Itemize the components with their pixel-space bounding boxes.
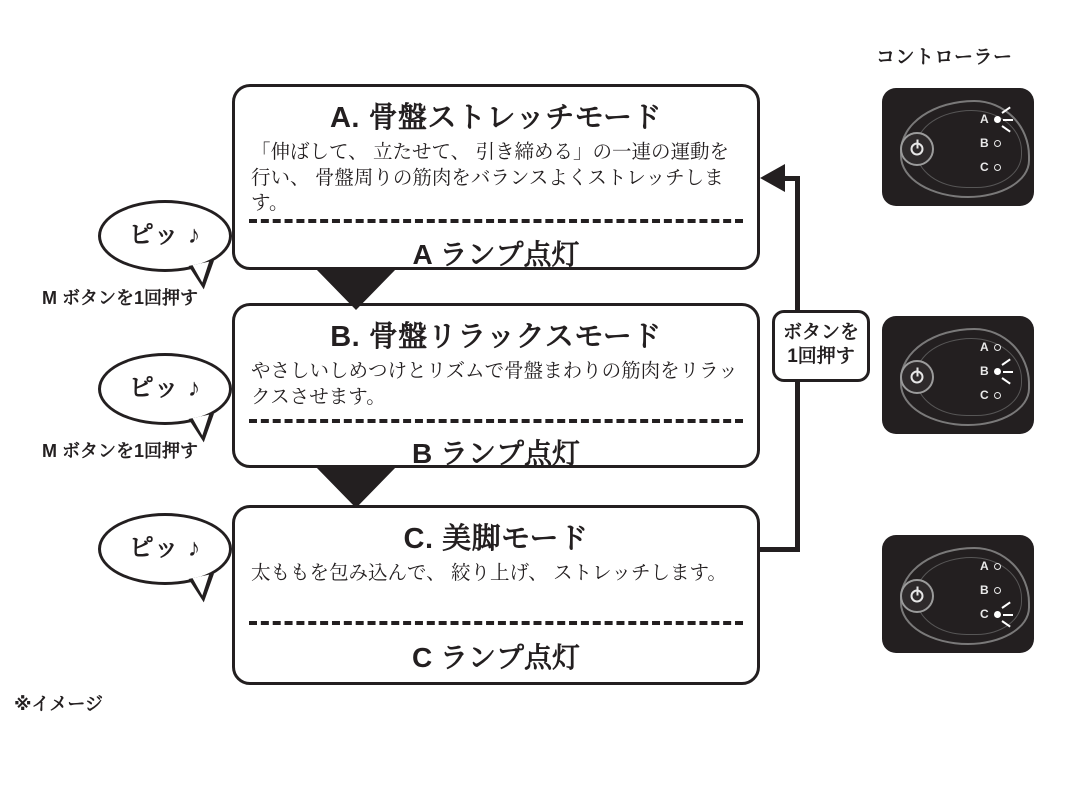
mode-c-divider: [249, 621, 743, 625]
beep-balloon-c-text: ピッ ♪: [128, 534, 202, 562]
beep-balloon-a-text: ピッ ♪: [128, 221, 202, 249]
beep-balloon-b-tail-icon: [189, 414, 220, 445]
controller-b-lamp-label-a: A: [980, 340, 990, 354]
beep-balloon-c: [98, 513, 232, 585]
controller-a-lamp-ray-2: [1003, 119, 1013, 121]
mode-a-divider: [249, 219, 743, 223]
mode-c-description: 太ももを包み込んで、 絞り上げ、 ストレッチします。: [251, 562, 727, 584]
controller-device-b: [882, 316, 1034, 434]
press-instruction-a: M ボタンを1回押す: [42, 288, 199, 308]
controller-b-lamp-dot-a: [994, 344, 1001, 351]
mode-a-lamp-label: A ランプ点灯: [412, 239, 580, 270]
power-icon: [911, 371, 924, 384]
controller-c-lamp-dot-c: [994, 611, 1001, 618]
controller-b-lamp-label-c: C: [980, 388, 990, 402]
controller-c-lamp-label-c: C: [980, 607, 990, 621]
beep-balloon-b: [98, 353, 232, 425]
controller-a-lamp-dot-a: [994, 116, 1001, 123]
controller-c-lamp-label-b: B: [980, 583, 990, 597]
image-footnote: ※イメージ: [14, 694, 103, 714]
flow-arrow-b-to-c-icon: [315, 466, 397, 508]
controller-a-lamp-label-c: C: [980, 160, 990, 174]
loop-connector-bottom: [758, 547, 800, 552]
beep-balloon-a: [98, 200, 232, 272]
controller-a-power-button[interactable]: [900, 132, 934, 166]
loop-button-note-line1: ボタンを: [782, 322, 859, 343]
controller-c-power-button[interactable]: [900, 579, 934, 613]
mode-a-title: A. 骨盤ストレッチモード: [329, 102, 663, 134]
power-icon: [911, 590, 924, 603]
flow-arrow-a-to-b-icon: [315, 268, 397, 310]
mode-a-description: 「伸ばして、 立たせて、 引き締める」の一連の運動を行い、 骨盤周りの筋肉をバランスよくストレッチします。: [251, 141, 730, 215]
controller-a-lamp-dot-c: [994, 164, 1001, 171]
mode-card-c: [232, 505, 760, 685]
loop-arrowhead-icon: [760, 164, 785, 192]
power-icon: [911, 143, 924, 156]
controller-b-power-button[interactable]: [900, 360, 934, 394]
controller-section-title: コントローラー: [876, 47, 1013, 68]
beep-balloon-c-tail-icon: [189, 574, 220, 605]
loop-button-note-line2: 1回押す: [787, 345, 855, 367]
mode-b-divider: [249, 419, 743, 423]
controller-c-lamp-label-a: A: [980, 559, 990, 573]
controller-c-lamp-ray-2: [1003, 614, 1013, 616]
controller-c-lamp-dot-b: [994, 587, 1001, 594]
controller-device-c: [882, 535, 1034, 653]
mode-c-title: C. 美脚モード: [403, 523, 589, 555]
controller-b-lamp-label-b: B: [980, 364, 990, 378]
press-instruction-b: M ボタンを1回押す: [42, 441, 199, 461]
controller-a-lamp-label-a: A: [980, 112, 990, 126]
mode-b-title: B. 骨盤リラックスモード: [330, 321, 662, 353]
controller-c-lamp-dot-a: [994, 563, 1001, 570]
mode-b-description: やさしいしめつけとリズムで骨盤まわりの筋肉をリラックスさせます。: [251, 360, 738, 408]
controller-a-lamp-label-b: B: [980, 136, 990, 150]
mode-b-lamp-label: B ランプ点灯: [411, 438, 580, 469]
mode-card-a: [232, 84, 760, 270]
mode-card-b: [232, 303, 760, 468]
controller-b-lamp-dot-b: [994, 368, 1001, 375]
controller-b-lamp-dot-c: [994, 392, 1001, 399]
beep-balloon-a-tail-icon: [189, 261, 220, 292]
controller-device-a: [882, 88, 1034, 206]
mode-c-lamp-label: C ランプ点灯: [411, 642, 580, 673]
controller-a-lamp-dot-b: [994, 140, 1001, 147]
beep-balloon-b-text: ピッ ♪: [128, 374, 202, 402]
controller-b-lamp-ray-2: [1003, 371, 1013, 373]
loop-button-note: [772, 310, 870, 382]
